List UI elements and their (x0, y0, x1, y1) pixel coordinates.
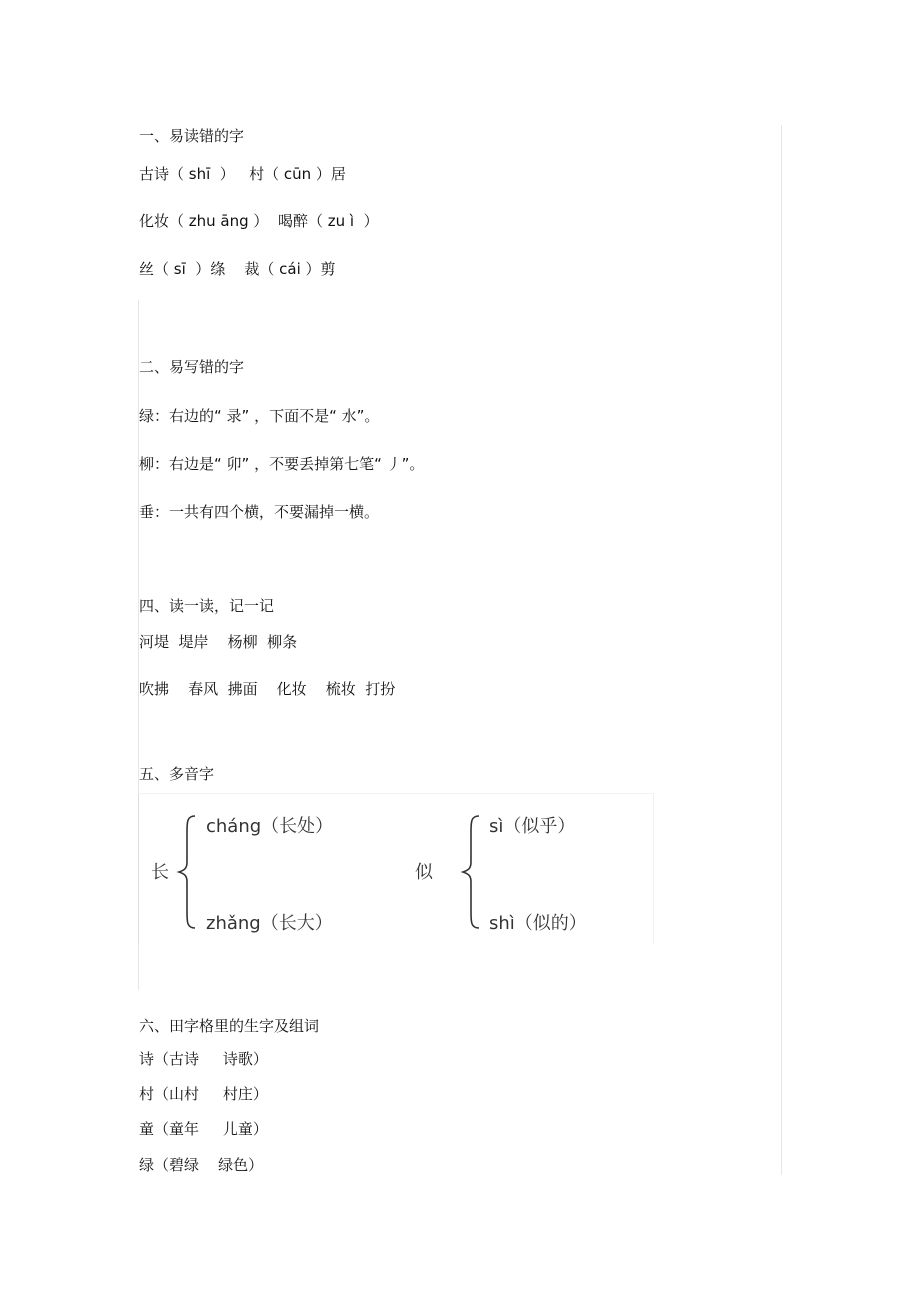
text-line: 丝（ sī ）绦 裁（ cái ）剪 (139, 260, 336, 278)
text-line: 村（山村 村庄） (139, 1085, 268, 1103)
section-heading-5: 五、多音字 (139, 765, 215, 783)
section-heading-6: 六、田字格里的生字及组词 (139, 1017, 320, 1035)
polyphone-figure (138, 793, 654, 944)
text-line: 河堤 堤岸 杨柳 柳条 (139, 633, 298, 651)
polyphone-reading-bottom: shì（似的） (489, 913, 587, 934)
text-line: 垂：一共有四个横，不要漏掉一横。 (139, 503, 380, 521)
polyphone-reading-top: sì（似乎） (489, 816, 576, 837)
section-heading-2: 二、易写错的字 (139, 358, 245, 376)
margin-rule-right (781, 125, 782, 1175)
text-line: 绿（碧绿 绿色） (139, 1156, 264, 1174)
text-line: 吹拂 春风 拂面 化妆 梳妆 打扮 (139, 680, 396, 698)
polyphone-char: 似 (415, 862, 433, 883)
text-line: 化妆（ zhu āng ） 喝醉（ zu ì ） (139, 212, 379, 230)
text-line: 柳：右边是“ 卯” ，不要丢掉第七笔“ 丿”。 (139, 455, 425, 473)
polyphone-char: 长 (151, 862, 169, 883)
text-line: 绿：右边的“ 录” ，下面不是“ 水”。 (139, 407, 380, 425)
text-line: 童（童年 儿童） (139, 1120, 268, 1138)
polyphone-reading-top: cháng（长处） (206, 816, 334, 837)
text-line: 古诗（ shī ） 村（ cūn ）居 (139, 165, 346, 183)
text-line: 诗（古诗 诗歌） (139, 1050, 268, 1068)
section-heading-4: 四、读一读，记一记 (139, 597, 275, 615)
brace-icon (175, 812, 199, 932)
brace-icon (459, 812, 483, 932)
section-heading-1: 一、易读错的字 (139, 127, 245, 145)
polyphone-reading-bottom: zhǎng（长大） (206, 913, 333, 934)
